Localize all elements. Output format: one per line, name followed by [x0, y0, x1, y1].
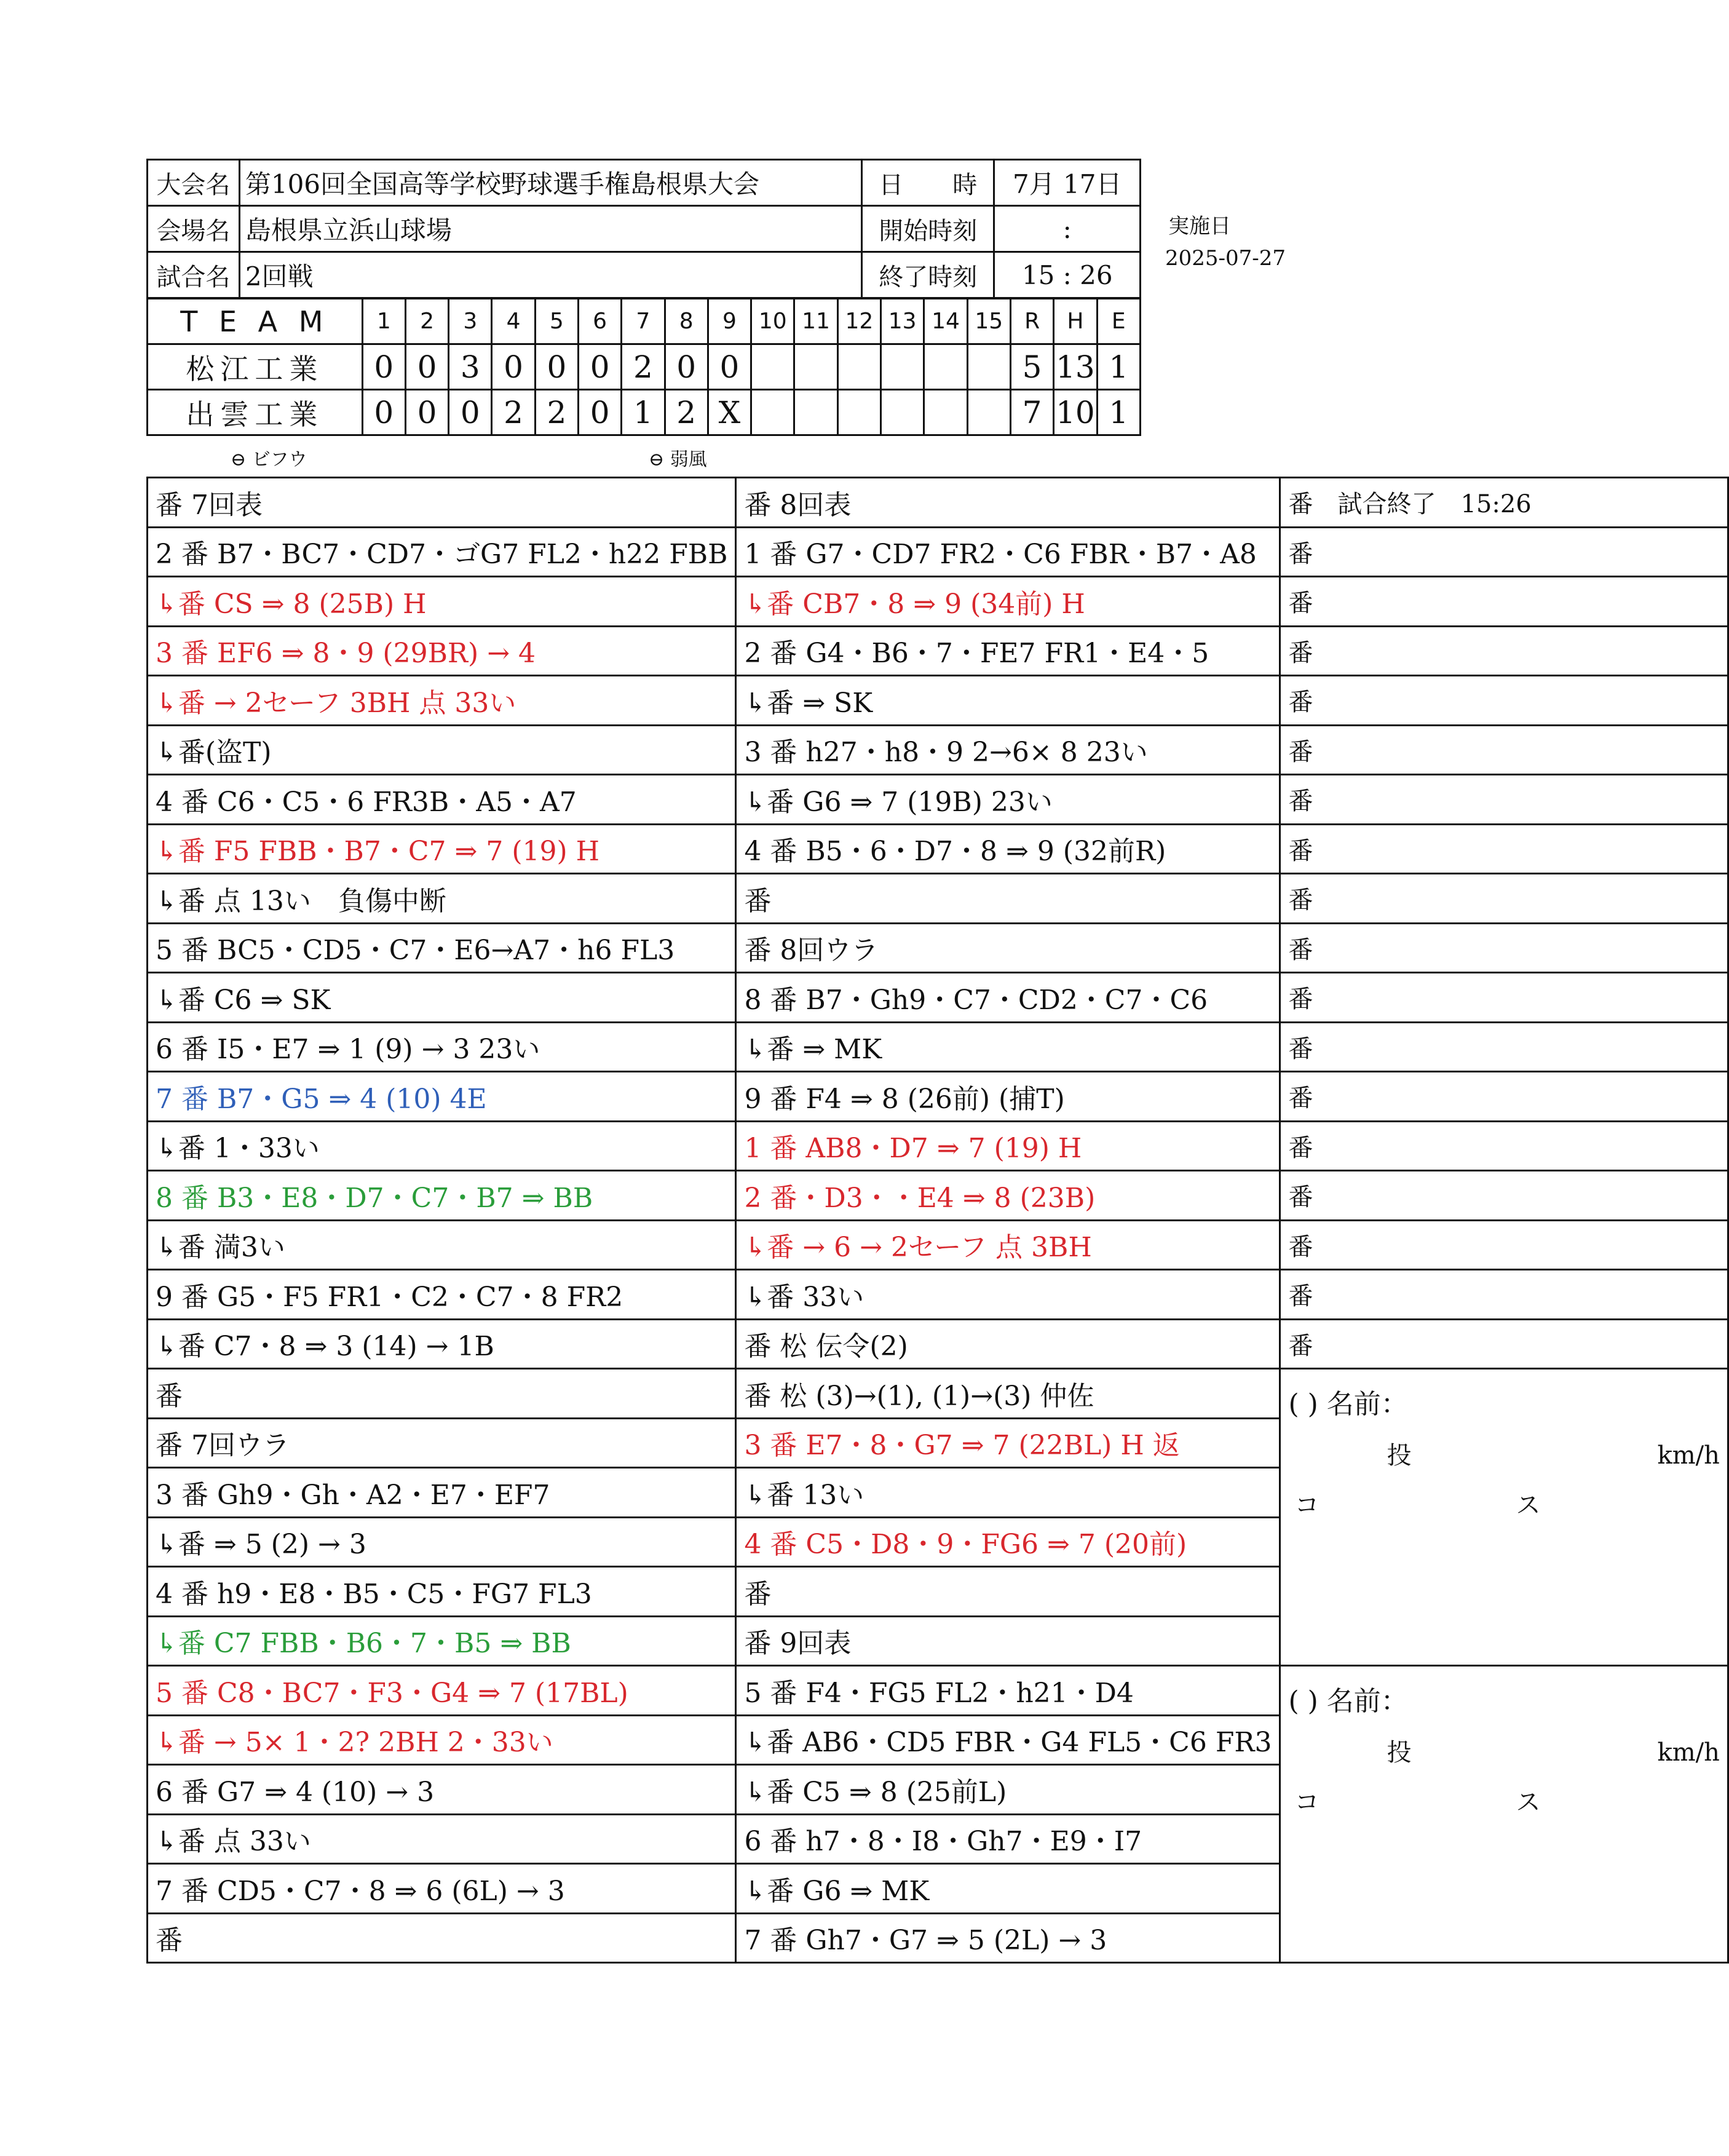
play-entry: ↳番 33い — [736, 1270, 1280, 1320]
play-entry: 7 番 Gh7・G7 ⇒ 5 (2L) → 3 — [736, 1913, 1280, 1963]
play-entry: 3 番 EF6 ⇒ 8・9 (29BR) → 4 — [148, 626, 736, 676]
inning-score: 2 — [665, 390, 708, 435]
play-entry: 番 — [736, 874, 1280, 924]
play-entry: 番 — [1280, 824, 1728, 874]
su-label: ス — [1516, 1491, 1541, 1520]
inning-score — [837, 344, 880, 390]
toss-label: 投 — [1387, 1441, 1412, 1470]
play-entry: ↳番 CB7・8 ⇒ 9 (34前) H — [736, 577, 1280, 627]
su-label: ス — [1516, 1788, 1541, 1817]
inning-header: 6 — [578, 299, 621, 344]
inning-score — [837, 390, 880, 435]
play-entry: 7 番 B7・G5 ⇒ 4 (10) 4E — [148, 1072, 736, 1122]
play-entry: ↳番 点 13い 負傷中断 — [148, 874, 736, 924]
play-entry: ↳番 C5 ⇒ 8 (25前L) — [736, 1765, 1280, 1815]
tournament-label: 大会名 — [148, 160, 240, 206]
play-entry: 6 番 I5・E7 ⇒ 1 (9) → 3 23い — [148, 1022, 736, 1072]
play-entry: 8 番 B7・Gh9・C7・CD2・C7・C6 — [736, 973, 1280, 1023]
play-entry: 6 番 h7・8・I8・Gh7・E9・I7 — [736, 1814, 1280, 1864]
inning-score — [924, 344, 967, 390]
play-entry: 番 — [1280, 775, 1728, 825]
wind-right: ⊖ 弱風 — [649, 449, 707, 470]
play-entry: 番 — [1280, 626, 1728, 676]
round-name: 2回戦 — [239, 252, 861, 298]
play-entry: 番 — [1280, 527, 1728, 577]
play-entry: ↳番 13い — [736, 1468, 1280, 1518]
play-entry: ↳番 C7・8 ⇒ 3 (14) → 1B — [148, 1319, 736, 1369]
play-entry: ↳番 → 6 → 2セーフ 点 3BH — [736, 1220, 1280, 1270]
pitcher-toss-line — [1288, 1436, 1719, 1471]
play-entry: 番 — [1280, 874, 1728, 924]
pitcher-toss-line — [1288, 1733, 1719, 1768]
play-log-row — [148, 874, 1728, 924]
inning-header: 8 — [665, 299, 708, 344]
play-entry: 番 — [148, 1369, 736, 1419]
total-h: 10 — [1054, 390, 1097, 435]
play-entry: 番 — [1280, 1171, 1728, 1221]
inning-score: 0 — [665, 344, 708, 390]
play-entry: 番 — [1280, 577, 1728, 627]
inning-score — [967, 390, 1010, 435]
play-log-row — [148, 1319, 1728, 1369]
total-e: 1 — [1097, 344, 1140, 390]
venue-name: 島根県立浜山球場 — [239, 206, 861, 252]
pitcher-block — [1280, 1666, 1728, 1963]
play-entry: 9 番 F4 ⇒ 8 (26前) (捕T) — [736, 1072, 1280, 1122]
scoreboard-header-row — [148, 299, 1141, 344]
play-entry: 番 — [1280, 725, 1728, 775]
play-entry: ↳番 ⇒ 5 (2) → 3 — [148, 1517, 736, 1567]
play-log-row — [148, 1171, 1728, 1221]
inning-header: 1 — [362, 299, 405, 344]
play-entry: 番 — [1280, 1072, 1728, 1122]
rhe-header: E — [1097, 299, 1140, 344]
total-h: 13 — [1054, 344, 1097, 390]
game-date: 7月 17日 — [994, 160, 1141, 206]
team-name: 出雲工業 — [148, 390, 363, 435]
inning-header: 5 — [535, 299, 578, 344]
inning-score — [881, 390, 924, 435]
play-entry: 番 — [148, 1913, 736, 1963]
inning-score: 2 — [622, 344, 665, 390]
inning-header: 2 — [405, 299, 448, 344]
play-log-row — [148, 973, 1728, 1023]
wind-left: ⊖ ビフウ — [231, 449, 307, 470]
play-entry: ↳番 ⇒ SK — [736, 676, 1280, 726]
end-time-label: 終了時刻 — [861, 252, 994, 298]
play-log-row — [148, 1369, 1728, 1419]
play-log-row — [148, 626, 1728, 676]
play-log-table — [146, 477, 1729, 1964]
play-log-row — [148, 1270, 1728, 1320]
play-entry: 番 7回表 — [148, 478, 736, 528]
pitcher-block — [1280, 1369, 1728, 1666]
inning-score: 2 — [492, 390, 535, 435]
game-header-table — [146, 159, 1141, 299]
play-log-row — [148, 1121, 1728, 1171]
inning-header: 12 — [837, 299, 880, 344]
play-entry: ↳番 F5 FBB・B7・C7 ⇒ 7 (19) H — [148, 824, 736, 874]
inning-header: 11 — [794, 299, 837, 344]
play-entry: 2 番・D3・・E4 ⇒ 8 (23B) — [736, 1171, 1280, 1221]
inning-score: 0 — [492, 344, 535, 390]
play-entry: ↳番 AB6・CD5 FBR・G4 FL5・C6 FR3 — [736, 1715, 1280, 1765]
play-log-row — [148, 676, 1728, 726]
tournament-name: 第106回全国高等学校野球選手権島根県大会 — [239, 160, 861, 206]
play-entry: 2 番 G4・B6・7・FE7 FR1・E4・5 — [736, 626, 1280, 676]
inning-score: 0 — [362, 344, 405, 390]
play-log-row — [148, 1022, 1728, 1072]
play-entry: 番 — [1280, 1270, 1728, 1320]
start-time: : — [994, 206, 1141, 252]
pitcher-course-line — [1288, 1783, 1719, 1818]
inning-score: 3 — [449, 344, 492, 390]
play-entry: 番 — [1280, 1319, 1728, 1369]
inning-score: X — [708, 390, 751, 435]
play-log-row — [148, 923, 1728, 973]
inning-score — [794, 390, 837, 435]
inning-header: 4 — [492, 299, 535, 344]
inning-score: 0 — [535, 344, 578, 390]
end-time: 15 : 26 — [994, 252, 1141, 298]
inning-score: 0 — [362, 390, 405, 435]
play-log-row — [148, 577, 1728, 627]
date-performed: 2025-07-27 — [1165, 246, 1286, 271]
play-log-row — [148, 775, 1728, 825]
play-entry: 8 番 B3・E8・D7・C7・B7 ⇒ BB — [148, 1171, 736, 1221]
rhe-header: H — [1054, 299, 1097, 344]
play-entry: 番 9回表 — [736, 1616, 1280, 1666]
play-entry: 2 番 B7・BC7・CD7・ゴG7 FL2・h22 FBB — [148, 527, 736, 577]
play-entry: 番 8回ウラ — [736, 923, 1280, 973]
play-entry: ↳番(盗T) — [148, 725, 736, 775]
play-entry: ↳番 点 33い — [148, 1814, 736, 1864]
inning-score: 0 — [578, 390, 621, 435]
play-entry: 5 番 F4・FG5 FL2・h21・D4 — [736, 1666, 1280, 1716]
play-entry: 番 — [1280, 1022, 1728, 1072]
play-entry: ↳番 ⇒ MK — [736, 1022, 1280, 1072]
total-r: 7 — [1010, 390, 1053, 435]
total-r: 5 — [1010, 344, 1053, 390]
round-label: 試合名 — [148, 252, 240, 298]
inning-score: 0 — [708, 344, 751, 390]
play-entry: 5 番 BC5・CD5・C7・E6→A7・h6 FL3 — [148, 923, 736, 973]
play-entry: 番 — [1280, 1121, 1728, 1171]
play-entry: 3 番 Gh9・Gh・A2・E7・EF7 — [148, 1468, 736, 1518]
play-entry: 番 — [1280, 923, 1728, 973]
play-entry: 6 番 G7 ⇒ 4 (10) → 3 — [148, 1765, 736, 1815]
inning-header: 9 — [708, 299, 751, 344]
play-entry: 番 — [1280, 1220, 1728, 1270]
play-entry: 4 番 B5・6・D7・8 ⇒ 9 (32前R) — [736, 824, 1280, 874]
play-entry: 番 — [1280, 676, 1728, 726]
play-entry: 4 番 C6・C5・6 FR3B・A5・A7 — [148, 775, 736, 825]
scoreboard — [146, 298, 1141, 436]
play-log-row — [148, 725, 1728, 775]
play-entry: 3 番 E7・8・G7 ⇒ 7 (22BL) H 返 — [736, 1418, 1280, 1468]
speed-unit: km/h — [1657, 1738, 1720, 1767]
play-entry: 4 番 h9・E8・B5・C5・FG7 FL3 — [148, 1567, 736, 1617]
play-entry: 番 試合終了 15:26 — [1280, 478, 1728, 528]
play-entry: 番 8回表 — [736, 478, 1280, 528]
play-entry: 番 松 (3)→(1), (1)→(3) 仲佐 — [736, 1369, 1280, 1419]
inning-score — [751, 390, 794, 435]
play-entry: 4 番 C5・D8・9・FG6 ⇒ 7 (20前) — [736, 1517, 1280, 1567]
inning-score: 2 — [535, 390, 578, 435]
inning-score — [881, 344, 924, 390]
play-entry: ↳番 → 2セーフ 3BH 点 33い — [148, 676, 736, 726]
play-entry: 1 番 G7・CD7 FR2・C6 FBR・B7・A8 — [736, 527, 1280, 577]
play-entry: 番 7回ウラ — [148, 1418, 736, 1468]
inning-score: 0 — [405, 390, 448, 435]
play-log-row — [148, 478, 1728, 528]
play-entry: 3 番 h27・h8・9 2→6× 8 23い — [736, 725, 1280, 775]
play-entry: 番 松 伝令(2) — [736, 1319, 1280, 1369]
date-label: 日 時 — [861, 160, 994, 206]
pitcher-name-label: ( ) 名前： — [1288, 1389, 1408, 1420]
inning-header: 15 — [967, 299, 1010, 344]
play-entry: 1 番 AB8・D7 ⇒ 7 (19) H — [736, 1121, 1280, 1171]
pitcher-course-line — [1288, 1486, 1719, 1521]
play-entry: 5 番 C8・BC7・F3・G4 ⇒ 7 (17BL) — [148, 1666, 736, 1716]
start-time-label: 開始時刻 — [861, 206, 994, 252]
venue-label: 会場名 — [148, 206, 240, 252]
play-log-row — [148, 824, 1728, 874]
play-log-row — [148, 527, 1728, 577]
inning-score — [924, 390, 967, 435]
inning-score — [751, 344, 794, 390]
play-entry: 9 番 G5・F5 FR1・C2・C7・8 FR2 — [148, 1270, 736, 1320]
inning-header: 7 — [622, 299, 665, 344]
inning-score: 0 — [449, 390, 492, 435]
inning-score: 1 — [622, 390, 665, 435]
inning-header: 14 — [924, 299, 967, 344]
team-score-row — [148, 390, 1141, 435]
play-entry: ↳番 C6 ⇒ SK — [148, 973, 736, 1023]
inning-score — [967, 344, 1010, 390]
pitcher-name-label: ( ) 名前： — [1288, 1686, 1408, 1717]
play-entry: ↳番 CS ⇒ 8 (25B) H — [148, 577, 736, 627]
play-log-row — [148, 1220, 1728, 1270]
course-label: コ — [1294, 1788, 1320, 1817]
date-performed-label: 実施日 — [1168, 214, 1231, 239]
play-entry: ↳番 満3い — [148, 1220, 736, 1270]
inning-score: 0 — [578, 344, 621, 390]
play-entry: ↳番 1・33い — [148, 1121, 736, 1171]
inning-score: 0 — [405, 344, 448, 390]
play-entry: 7 番 CD5・C7・8 ⇒ 6 (6L) → 3 — [148, 1864, 736, 1914]
play-entry: ↳番 C7 FBB・B6・7・B5 ⇒ BB — [148, 1616, 736, 1666]
play-log-row — [148, 1666, 1728, 1716]
inning-header: 13 — [881, 299, 924, 344]
play-entry: 番 — [1280, 973, 1728, 1023]
rhe-header: R — [1010, 299, 1053, 344]
team-name: 松江工業 — [148, 344, 363, 390]
inning-score — [794, 344, 837, 390]
speed-unit: km/h — [1657, 1441, 1720, 1470]
course-label: コ — [1294, 1491, 1320, 1520]
play-log-row — [148, 1072, 1728, 1122]
play-entry: 番 — [736, 1567, 1280, 1617]
play-entry: ↳番 G6 ⇒ MK — [736, 1864, 1280, 1914]
team-score-row — [148, 344, 1141, 390]
inning-header: 10 — [751, 299, 794, 344]
play-entry: ↳番 → 5× 1・2? 2BH 2・33い — [148, 1715, 736, 1765]
inning-header: 3 — [449, 299, 492, 344]
toss-label: 投 — [1387, 1738, 1412, 1767]
team-header: T E A M — [148, 299, 363, 344]
play-entry: ↳番 G6 ⇒ 7 (19B) 23い — [736, 775, 1280, 825]
total-e: 1 — [1097, 390, 1140, 435]
